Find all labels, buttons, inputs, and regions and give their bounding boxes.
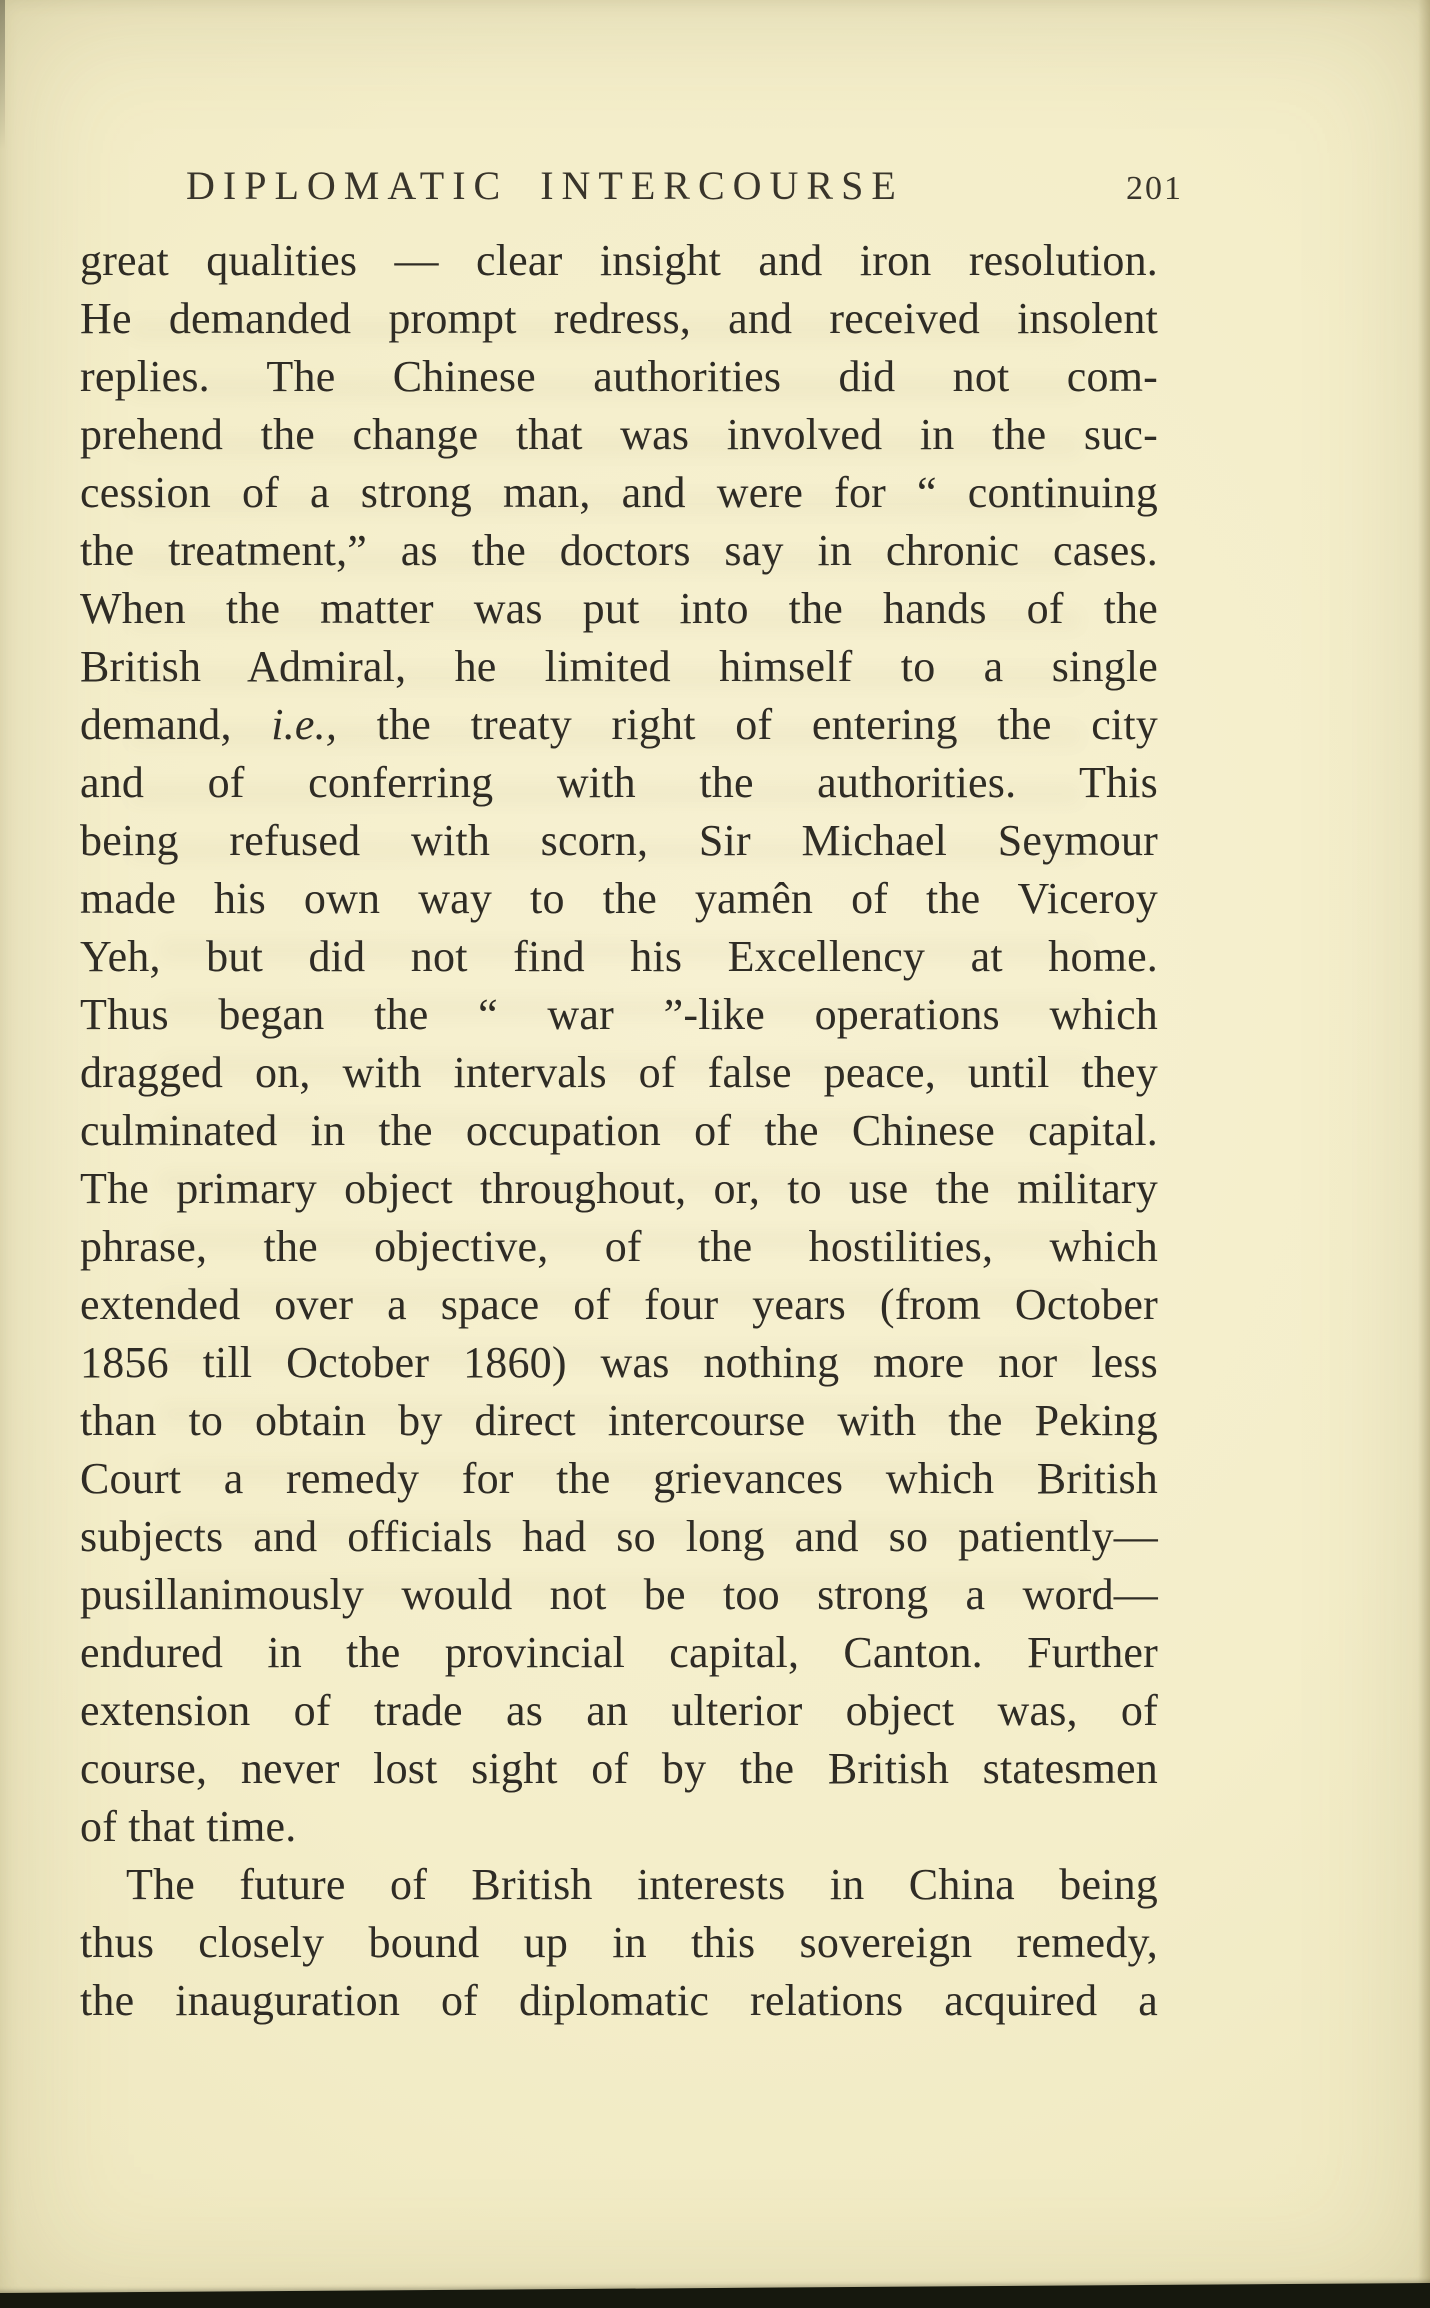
text-line: He demanded prompt redress, and received insolent — [80, 294, 1158, 343]
text-line: the treatment,” as the doctors say in chronic cases. — [80, 526, 1158, 575]
page-number: 201 — [1126, 170, 1183, 207]
text-line: endured in the provincial capital, Canton. Further — [80, 1628, 1158, 1677]
italic-abbreviation: i.e., — [271, 700, 338, 749]
line-fragment: demand, — [80, 700, 272, 749]
text-line: being refused with scorn, Sir Michael Seymour — [80, 816, 1158, 865]
running-title: DIPLOMATIC INTERCOURSE — [186, 163, 904, 208]
text-line: pusillanimously would not be too strong a word— — [80, 1570, 1158, 1619]
text-line: culminated in the occupation of the Chinese capital. — [80, 1106, 1158, 1155]
text-line: and of conferring with the authorities. This — [80, 758, 1158, 807]
text-line: cession of a strong man, and were for “ continuing — [80, 468, 1158, 517]
text-line: dragged on, with intervals of false peace, until they — [80, 1048, 1158, 1097]
text-line — [80, 696, 1158, 754]
text-line: Yeh, but did not find his Excellency at home. — [80, 932, 1158, 981]
text-line: subjects and officials had so long and so patiently— — [80, 1512, 1158, 1561]
text-line: course, never lost sight of by the British statesmen — [80, 1744, 1158, 1793]
text-line: The future of British interests in China being — [126, 1860, 1158, 1909]
text-line: replies. The Chinese authorities did not com- — [80, 352, 1158, 401]
scan-edge-artifact — [0, 2283, 1430, 2308]
line-fragment: the treaty right of entering the city — [337, 700, 1158, 749]
scan-edge-shade — [0, 0, 5, 150]
text-line: extended over a space of four years (from October — [80, 1280, 1158, 1329]
text-line: Court a remedy for the grievances which British — [80, 1454, 1158, 1503]
page-body — [80, 232, 1158, 2030]
text-line: the inauguration of diplomatic relations acquired a — [80, 1976, 1158, 2025]
text-line: British Admiral, he limited himself to a single — [80, 642, 1158, 691]
text-line: Thus began the “ war ”-like operations which — [80, 990, 1158, 1039]
page-curve-shade — [1418, 0, 1430, 2308]
text-line: great qualities — clear insight and iron resolution. — [80, 236, 1158, 285]
text-line: than to obtain by direct intercourse with the Peking — [80, 1396, 1158, 1445]
text-line: of that time. — [80, 1802, 297, 1851]
text-line: extension of trade as an ulterior object was, of — [80, 1686, 1158, 1735]
text-line: thus closely bound up in this sovereign remedy, — [80, 1918, 1158, 1967]
text-line: 1856 till October 1860) was nothing more nor less — [80, 1338, 1158, 1387]
text-line: When the matter was put into the hands of the — [80, 584, 1158, 633]
text-line: phrase, the objective, of the hostilities, which — [80, 1222, 1158, 1271]
text-line: prehend the change that was involved in the suc- — [80, 410, 1158, 459]
text-line: made his own way to the yamên of the Viceroy — [80, 874, 1158, 923]
text-line: The primary object throughout, or, to use the military — [80, 1164, 1158, 1213]
